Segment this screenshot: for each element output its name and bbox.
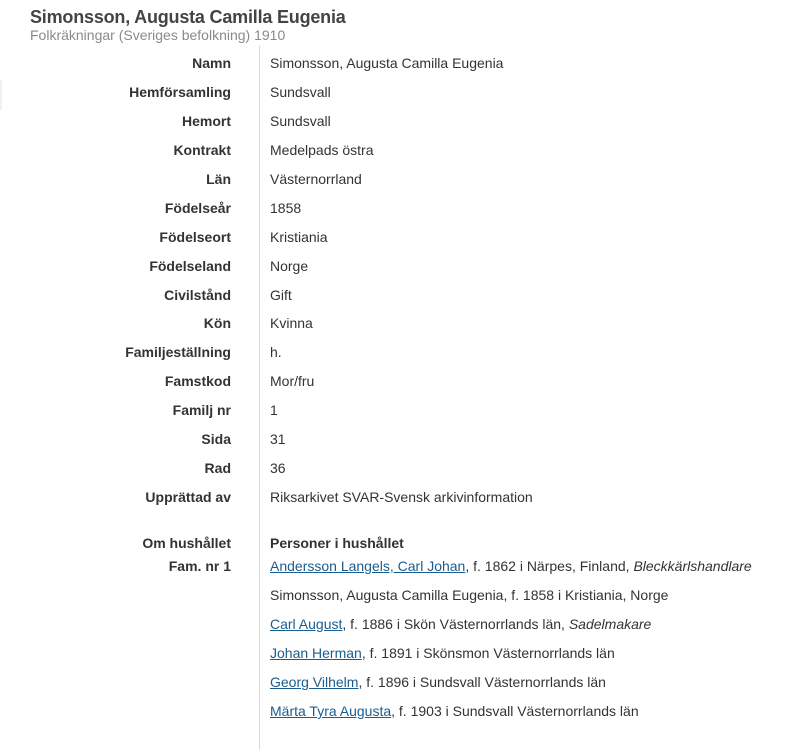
field-row-fodelsear [0, 197, 789, 219]
field-label: Kontrakt [173, 142, 231, 158]
field-value: 1 [270, 402, 278, 418]
person-details: , f. 1886 i Skön Västernorrlands län, [342, 616, 569, 632]
field-value: Riksarkivet SVAR-Svensk arkivinformation [270, 489, 533, 505]
person-details: , f. 1896 i Sundsvall Västernorrlands län [358, 674, 606, 690]
field-value: Sundsvall [270, 84, 331, 100]
field-label: Familjeställning [125, 344, 231, 360]
field-value: Gift [270, 287, 292, 303]
field-value: 36 [270, 460, 286, 476]
field-label: Födelseår [164, 200, 231, 216]
field-row-upprattad-av [0, 486, 789, 508]
field-row-rad [0, 457, 789, 479]
person-details: , f. 1891 i Skönsmon Västernorrlands län [361, 645, 615, 661]
field-value: Norge [270, 258, 309, 274]
field-label: Födelseland [149, 258, 231, 274]
household-person-row [0, 555, 789, 577]
household-person-row [0, 613, 789, 635]
family-number-label: Fam. nr 1 [168, 558, 231, 574]
field-label: Hemort [181, 113, 231, 129]
person-details: , f. 1862 i Närpes, Finland, [465, 558, 634, 574]
field-row-kontrakt [0, 139, 789, 161]
field-label: Hemförsamling [129, 84, 231, 100]
field-label: Famstkod [164, 373, 231, 389]
person-link[interactable]: Carl August [270, 616, 343, 632]
person-entry [270, 613, 651, 635]
household-person-row [0, 700, 789, 722]
person-link[interactable]: Andersson Langels, Carl Johan [270, 558, 466, 574]
page-subtitle: Folkräkningar (Sveriges befolkning) 1910 [30, 27, 286, 43]
field-label: Födelseort [159, 229, 231, 245]
field-row-namn [0, 52, 789, 74]
field-label: Namn [192, 55, 231, 71]
field-row-familjestallning [0, 341, 789, 363]
field-row-fodelseort [0, 226, 789, 248]
field-value: Kvinna [270, 315, 313, 331]
person-entry [270, 700, 639, 722]
field-row-sida [0, 428, 789, 450]
field-label: Län [206, 171, 231, 187]
field-value: Västernorrland [270, 171, 362, 187]
field-label: Familj nr [172, 402, 231, 418]
field-row-hemforsamling [0, 81, 789, 103]
page-title: Simonsson, Augusta Camilla Eugenia [30, 7, 346, 27]
person-entry [270, 555, 752, 577]
household-label: Om hushållet [142, 535, 231, 551]
field-value: 1858 [270, 200, 302, 216]
field-value: Medelpads östra [270, 142, 374, 158]
field-label: Civilstånd [164, 287, 231, 303]
person-entry-self: Simonsson, Augusta Camilla Eugenia, f. 1858 i Kristiania, Norge [270, 587, 669, 603]
field-row-fodelseland [0, 255, 789, 277]
field-value: Kristiania [270, 229, 328, 245]
field-row-hemort [0, 110, 789, 132]
household-person-row [0, 642, 789, 664]
person-details: , f. 1903 i Sundsvall Västernorrlands län [391, 703, 639, 719]
person-link[interactable]: Märta Tyra Augusta [270, 703, 392, 719]
person-link[interactable]: Georg Vilhelm [270, 674, 359, 690]
page-header [30, 6, 346, 44]
person-entry [270, 671, 606, 693]
field-row-famstkod [0, 370, 789, 392]
field-label: Sida [201, 431, 231, 447]
field-row-kon [0, 312, 789, 334]
field-label: Upprättad av [145, 489, 231, 505]
field-value: Simonsson, Augusta Camilla Eugenia [270, 55, 504, 71]
field-row-civilstand [0, 284, 789, 306]
field-value: Sundsvall [270, 113, 331, 129]
household-person-row [0, 584, 789, 606]
person-link[interactable]: Johan Herman [270, 645, 362, 661]
field-row-lan [0, 168, 789, 190]
household-person-row [0, 671, 789, 693]
person-occupation: Bleckkärlshandlare [633, 558, 752, 574]
field-label: Kön [203, 315, 231, 331]
field-value: 31 [270, 431, 286, 447]
field-row-familj-nr [0, 399, 789, 421]
field-label: Rad [204, 460, 231, 476]
household-heading: Personer i hushållet [270, 535, 404, 551]
field-value: Mor/fru [270, 373, 315, 389]
person-occupation: Sadelmakare [568, 616, 652, 632]
field-value: h. [270, 344, 282, 360]
person-entry [270, 642, 615, 664]
household-header-row [0, 532, 789, 554]
